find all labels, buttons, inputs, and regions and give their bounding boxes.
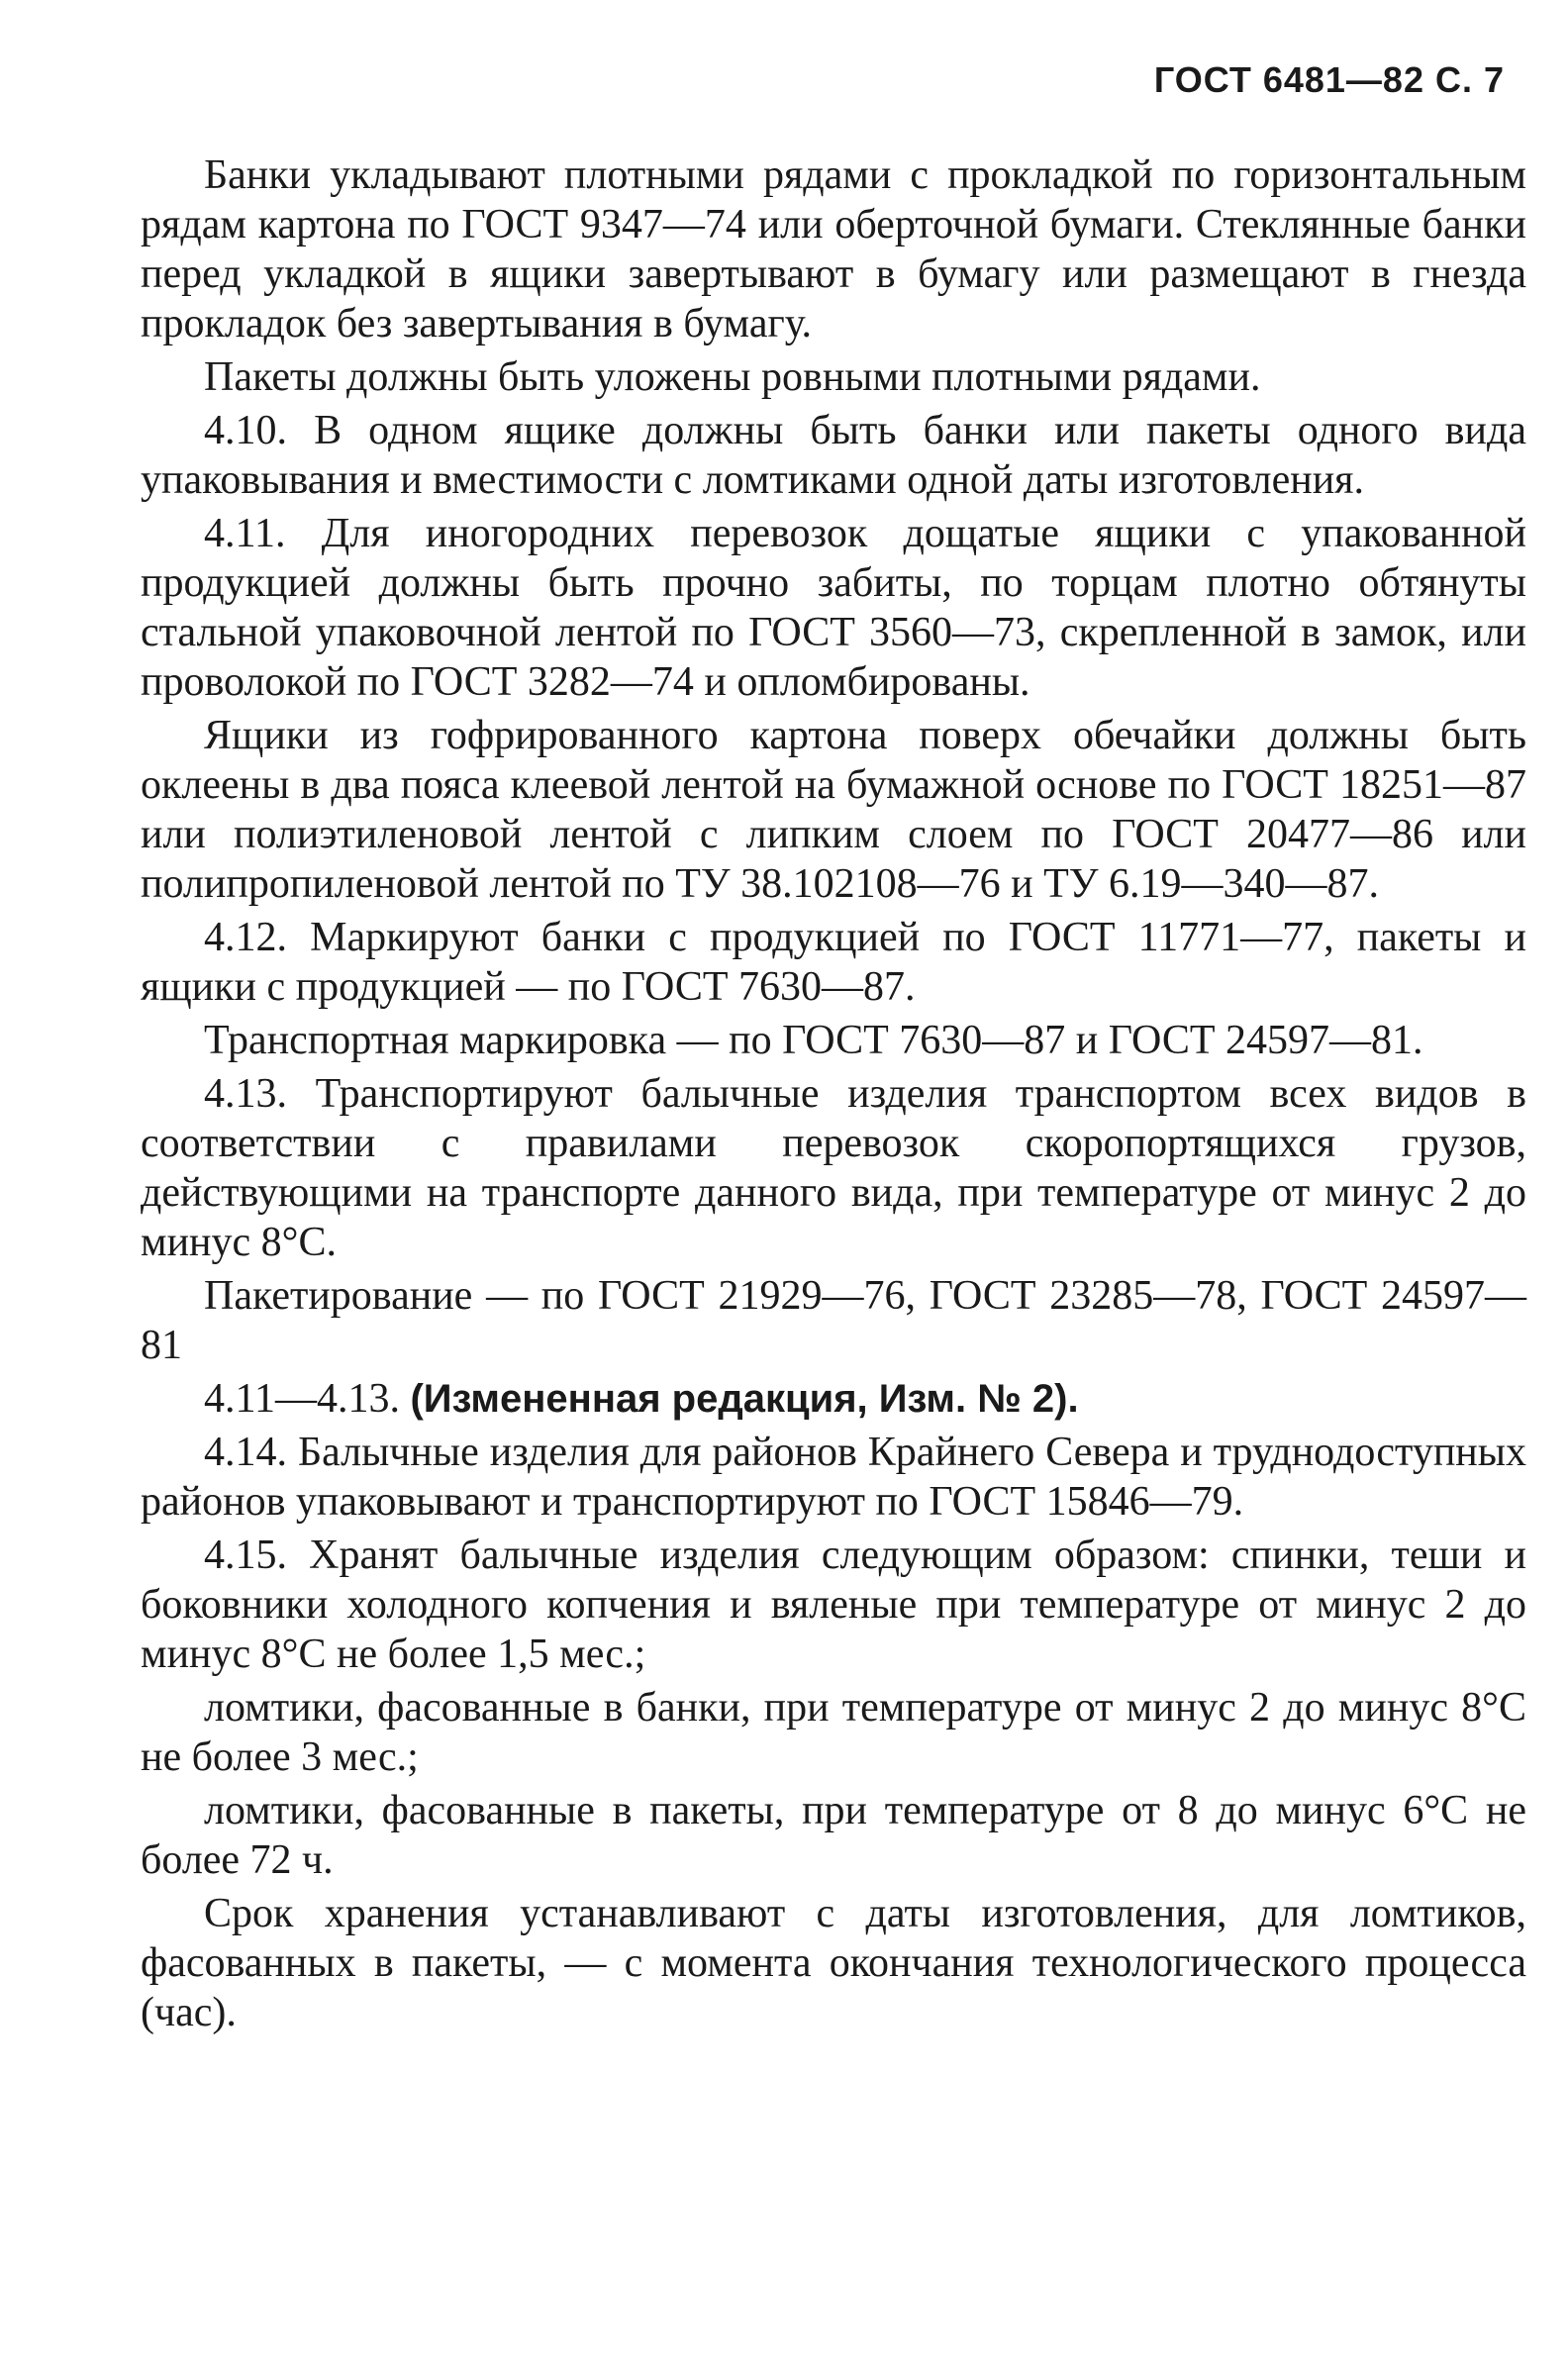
clause-4-13: 4.13. Транспортируют балычные изделия транспортом всех видов в соответствии с правилами перевозок скоропортящихся грузов, действующими на транспорте данного вида, при температуре от минус 2 до минус 8°С.: [141, 1071, 1526, 1265]
paragraph-slices-packets: ломтики, фасованные в пакеты, при температуре от 8 до минус 6°С не более 72 ч.: [141, 1788, 1526, 1883]
amendment-prefix: 4.11—4.13.: [204, 1376, 411, 1422]
clause-4-15: 4.15. Хранят балычные изделия следующим образом: спинки, теши и боковники холодного копчения и вяленые при температуре от минус 2 до минус 8°С не более 1,5 мес.;: [141, 1533, 1526, 1677]
paragraph-packets-rows: Пакеты должны быть уложены ровными плотными рядами.: [204, 354, 1261, 400]
clause-4-14: 4.14. Балычные изделия для районов Крайнего Севера и труднодоступных районов упаковывают и транспортируют по ГОСТ 15846—79.: [141, 1430, 1526, 1525]
clause-4-12: 4.12. Маркируют банки с продукцией по ГОСТ 11771—77, пакеты и ящики с продукцией — по ГОСТ 7630—87.: [141, 915, 1526, 1010]
amendment-suffix: .: [1067, 1377, 1079, 1421]
paragraph-slices-jars: ломтики, фасованные в банки, при температуре от минус 2 до минус 8°С не более 3 мес.;: [141, 1685, 1526, 1780]
paragraph-packing-jars: Банки укладывают плотными рядами с прокладкой по горизонтальным рядам картона по ГОСТ 9347—74 или оберточной бумаги. Стеклянные банки перед укладкой в ящики завертывают в бумагу или размещают в гнезда прокладок без завертывания в бумагу.: [141, 152, 1526, 346]
clause-4-10: 4.10. В одном ящике должны быть банки или пакеты одного вида упаковывания и вместимости с ломтиками одной даты изготовления.: [141, 408, 1526, 503]
document-body: [141, 150, 1526, 2037]
page-header: ГОСТ 6481—82 С. 7: [1153, 59, 1505, 100]
amendment-bold-text: (Измененная редакция, Изм. № 2): [410, 1377, 1068, 1421]
clause-4-11: 4.11. Для иногородних перевозок дощатые ящики с упакованной продукцией должны быть прочно забиты, по торцам плотно обтянуты стальной упаковочной лентой по ГОСТ 3560—73, скрепленной в замок, или проволокой по ГОСТ 3282—74 и опломбированы.: [141, 511, 1526, 705]
paragraph-transport-marking: Транспортная маркировка — по ГОСТ 7630—87 и ГОСТ 24597—81.: [204, 1018, 1423, 1063]
paragraph-palletizing: Пакетирование — по ГОСТ 21929—76, ГОСТ 23285—78, ГОСТ 24597—81: [141, 1273, 1526, 1368]
paragraph-shelf-life: Срок хранения устанавливают с даты изготовления, для ломтиков, фасованных в пакеты, — с момента окончания технологического процесса (час).: [141, 1891, 1526, 2035]
paragraph-corrugated-boxes: Ящики из гофрированного картона поверх обечайки должны быть оклеены в два пояса клеевой лентой на бумажной основе по ГОСТ 18251—87 или полиэтиленовой лентой с липким слоем по ГОСТ 20477—86 или полипропиленовой лентой по ТУ 38.102108—76 и ТУ 6.19—340—87.: [141, 713, 1526, 907]
amendment-note: [141, 1374, 1526, 1424]
